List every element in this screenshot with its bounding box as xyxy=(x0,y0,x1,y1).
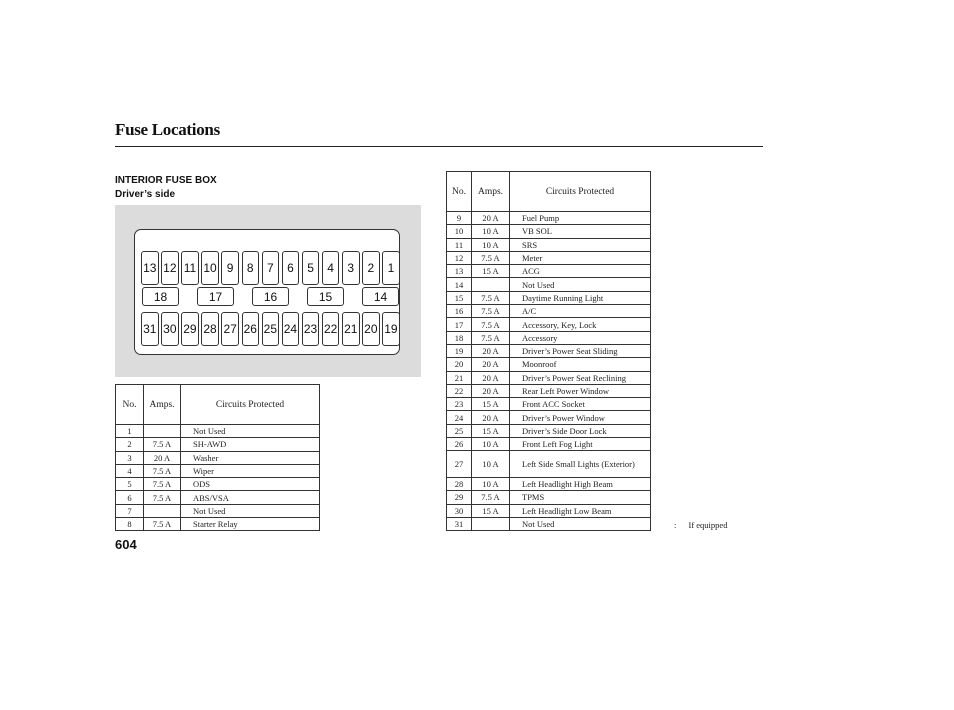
fuse-slot: 26 xyxy=(242,312,260,346)
circuit-cell: Wiper xyxy=(181,464,320,477)
circuit-cell: ACG xyxy=(510,265,651,278)
circuit-cell: Not Used xyxy=(510,517,651,530)
table-row xyxy=(447,225,651,238)
fuse-slot: 27 xyxy=(221,312,239,346)
table-row xyxy=(447,318,651,331)
fuse-number-cell: 23 xyxy=(447,398,472,411)
amps-cell: 10 A xyxy=(472,225,510,238)
fuse-slot: 7 xyxy=(262,251,280,285)
fuse-number-cell: 9 xyxy=(447,212,472,225)
fuse-slot: 23 xyxy=(302,312,320,346)
table-row xyxy=(447,344,651,357)
amps-cell xyxy=(472,517,510,530)
table-row xyxy=(447,331,651,344)
amps-cell: 7.5 A xyxy=(144,491,181,504)
fuse-number-cell: 31 xyxy=(447,517,472,530)
circuit-cell: Accessory xyxy=(510,331,651,344)
table-row xyxy=(447,398,651,411)
fuse-number-cell: 27 xyxy=(447,451,472,478)
amps-cell xyxy=(472,278,510,291)
table-row xyxy=(447,371,651,384)
circuit-cell: Front ACC Socket xyxy=(510,398,651,411)
page-title: Fuse Locations xyxy=(115,120,220,139)
fuse-slot: 31 xyxy=(141,312,159,346)
table-row xyxy=(447,238,651,251)
fuse-number-cell: 3 xyxy=(116,451,144,464)
fuse-table-left xyxy=(115,384,320,531)
table-row xyxy=(447,438,651,451)
amps-cell: 10 A xyxy=(472,477,510,490)
amps-cell: 20 A xyxy=(472,344,510,357)
amps-cell: 10 A xyxy=(472,238,510,251)
fuse-number-cell: 2 xyxy=(116,438,144,451)
amps-cell: 7.5 A xyxy=(472,318,510,331)
table-row xyxy=(447,212,651,225)
fuse-slot: 20 xyxy=(362,312,380,346)
fuse-number-cell: 8 xyxy=(116,518,144,531)
fuse-number-cell: 20 xyxy=(447,358,472,371)
fuse-number-cell: 30 xyxy=(447,504,472,517)
table-row xyxy=(447,477,651,490)
footnote-text: If equipped xyxy=(688,520,728,530)
header-amps: Amps. xyxy=(144,385,181,425)
circuit-cell: TPMS xyxy=(510,491,651,504)
amps-cell: 7.5 A xyxy=(144,518,181,531)
fuse-number-cell: 24 xyxy=(447,411,472,424)
amps-cell: 7.5 A xyxy=(472,305,510,318)
amps-cell: 15 A xyxy=(472,398,510,411)
table-row xyxy=(116,478,320,491)
fuse-slot: 13 xyxy=(141,251,159,285)
circuit-cell: VB SOL xyxy=(510,225,651,238)
fuse-number-cell: 29 xyxy=(447,491,472,504)
table-row xyxy=(116,451,320,464)
table-row xyxy=(447,291,651,304)
header-no: No. xyxy=(116,385,144,425)
fuse-box-outline xyxy=(134,229,400,355)
circuit-cell: Rear Left Power Window xyxy=(510,384,651,397)
circuit-cell: Left Headlight High Beam xyxy=(510,477,651,490)
fuse-slot: 24 xyxy=(282,312,300,346)
circuit-cell: Left Headlight Low Beam xyxy=(510,504,651,517)
table-row xyxy=(116,491,320,504)
fuse-slot: 2 xyxy=(362,251,380,285)
fuse-number-cell: 13 xyxy=(447,265,472,278)
circuit-cell: Moonroof xyxy=(510,358,651,371)
table-row xyxy=(116,425,320,438)
circuit-cell: Left Side Small Lights (Exterior) xyxy=(510,451,651,478)
circuit-cell: Driver’s Power Seat Sliding xyxy=(510,344,651,357)
table-row xyxy=(447,384,651,397)
circuit-cell: SRS xyxy=(510,238,651,251)
circuit-cell: Meter xyxy=(510,251,651,264)
circuit-cell: Not Used xyxy=(510,278,651,291)
amps-cell: 20 A xyxy=(472,371,510,384)
section-heading: INTERIOR FUSE BOX xyxy=(115,175,217,186)
circuit-cell: ABS/VSA xyxy=(181,491,320,504)
fuse-slot: 17 xyxy=(197,287,234,306)
table-row xyxy=(447,504,651,517)
amps-cell: 7.5 A xyxy=(144,438,181,451)
circuit-cell: Starter Relay xyxy=(181,518,320,531)
fuse-slot: 6 xyxy=(282,251,300,285)
amps-cell: 7.5 A xyxy=(144,464,181,477)
fuse-slot: 3 xyxy=(342,251,360,285)
fuse-number-cell: 4 xyxy=(116,464,144,477)
fuse-number-cell: 16 xyxy=(447,305,472,318)
table-row xyxy=(447,451,651,478)
circuit-cell: Accessory, Key, Lock xyxy=(510,318,651,331)
amps-cell: 7.5 A xyxy=(472,331,510,344)
fuse-number-cell: 28 xyxy=(447,477,472,490)
table-row xyxy=(447,265,651,278)
table-row xyxy=(447,424,651,437)
amps-cell: 7.5 A xyxy=(472,491,510,504)
table-row xyxy=(447,358,651,371)
amps-cell: 20 A xyxy=(472,384,510,397)
table-row xyxy=(447,491,651,504)
amps-cell: 7.5 A xyxy=(472,251,510,264)
fuse-number-cell: 18 xyxy=(447,331,472,344)
circuit-cell: SH-AWD xyxy=(181,438,320,451)
fuse-slot: 16 xyxy=(252,287,289,306)
fuse-number-cell: 5 xyxy=(116,478,144,491)
table-row xyxy=(116,464,320,477)
table-row xyxy=(447,278,651,291)
fuse-number-cell: 21 xyxy=(447,371,472,384)
fuse-number-cell: 17 xyxy=(447,318,472,331)
fuse-number-cell: 25 xyxy=(447,424,472,437)
header-circuits: Circuits Protected xyxy=(510,172,651,212)
circuit-cell: ODS xyxy=(181,478,320,491)
footnote-symbol: : xyxy=(674,520,677,530)
fuse-number-cell: 26 xyxy=(447,438,472,451)
table-header-row xyxy=(447,172,651,212)
circuit-cell: Washer xyxy=(181,451,320,464)
amps-cell: 15 A xyxy=(472,504,510,517)
fuse-table-right xyxy=(446,171,651,531)
circuit-cell: Daytime Running Light xyxy=(510,291,651,304)
fuse-slot: 8 xyxy=(242,251,260,285)
fuse-number-cell: 22 xyxy=(447,384,472,397)
table-row xyxy=(116,518,320,531)
fuse-slot: 9 xyxy=(221,251,239,285)
amps-cell xyxy=(144,425,181,438)
amps-cell: 7.5 A xyxy=(472,291,510,304)
header-no: No. xyxy=(447,172,472,212)
fuse-slot: 21 xyxy=(342,312,360,346)
fuse-number-cell: 10 xyxy=(447,225,472,238)
fuse-slot: 25 xyxy=(262,312,280,346)
fuse-slot: 29 xyxy=(181,312,199,346)
circuit-cell: Driver’s Power Seat Reclining xyxy=(510,371,651,384)
section-subheading: Driver’s side xyxy=(115,189,176,200)
footnote xyxy=(674,520,727,530)
fuse-number-cell: 7 xyxy=(116,504,144,517)
fuse-slot: 11 xyxy=(181,251,199,285)
fuse-slot: 4 xyxy=(322,251,340,285)
amps-cell: 20 A xyxy=(472,358,510,371)
fuse-number-cell: 19 xyxy=(447,344,472,357)
header-amps: Amps. xyxy=(472,172,510,212)
fuse-box-diagram xyxy=(115,205,421,377)
fuse-slot: 1 xyxy=(382,251,400,285)
section-heading-block xyxy=(115,174,217,202)
amps-cell: 10 A xyxy=(472,438,510,451)
amps-cell xyxy=(144,504,181,517)
fuse-slot: 28 xyxy=(201,312,219,346)
circuit-cell: A/C xyxy=(510,305,651,318)
circuit-cell: Front Left Fog Light xyxy=(510,438,651,451)
fuse-number-cell: 15 xyxy=(447,291,472,304)
table-row xyxy=(116,438,320,451)
amps-cell: 15 A xyxy=(472,424,510,437)
title-divider xyxy=(115,146,763,147)
table-row xyxy=(116,504,320,517)
circuit-cell: Not Used xyxy=(181,504,320,517)
amps-cell: 7.5 A xyxy=(144,478,181,491)
table-row xyxy=(447,251,651,264)
fuse-number-cell: 14 xyxy=(447,278,472,291)
amps-cell: 20 A xyxy=(472,212,510,225)
amps-cell: 15 A xyxy=(472,265,510,278)
page-number: 604 xyxy=(115,537,137,552)
table-row xyxy=(447,305,651,318)
fuse-slot: 10 xyxy=(201,251,219,285)
fuse-number-cell: 1 xyxy=(116,425,144,438)
table-row xyxy=(447,517,651,530)
fuse-slot: 14 xyxy=(362,287,399,306)
fuse-number-cell: 6 xyxy=(116,491,144,504)
table-row xyxy=(447,411,651,424)
fuse-slot: 5 xyxy=(302,251,320,285)
fuse-number-cell: 11 xyxy=(447,238,472,251)
fuse-slot: 22 xyxy=(322,312,340,346)
table-header-row xyxy=(116,385,320,425)
circuit-cell: Not Used xyxy=(181,425,320,438)
fuse-slot: 12 xyxy=(161,251,179,285)
fuse-slot: 19 xyxy=(382,312,400,346)
fuse-number-cell: 12 xyxy=(447,251,472,264)
amps-cell: 20 A xyxy=(472,411,510,424)
amps-cell: 10 A xyxy=(472,451,510,478)
fuse-slot: 15 xyxy=(307,287,344,306)
amps-cell: 20 A xyxy=(144,451,181,464)
header-circuits: Circuits Protected xyxy=(181,385,320,425)
fuse-slot: 30 xyxy=(161,312,179,346)
circuit-cell: Driver’s Power Window xyxy=(510,411,651,424)
circuit-cell: Fuel Pump xyxy=(510,212,651,225)
circuit-cell: Driver’s Side Door Lock xyxy=(510,424,651,437)
fuse-slot: 18 xyxy=(142,287,179,306)
